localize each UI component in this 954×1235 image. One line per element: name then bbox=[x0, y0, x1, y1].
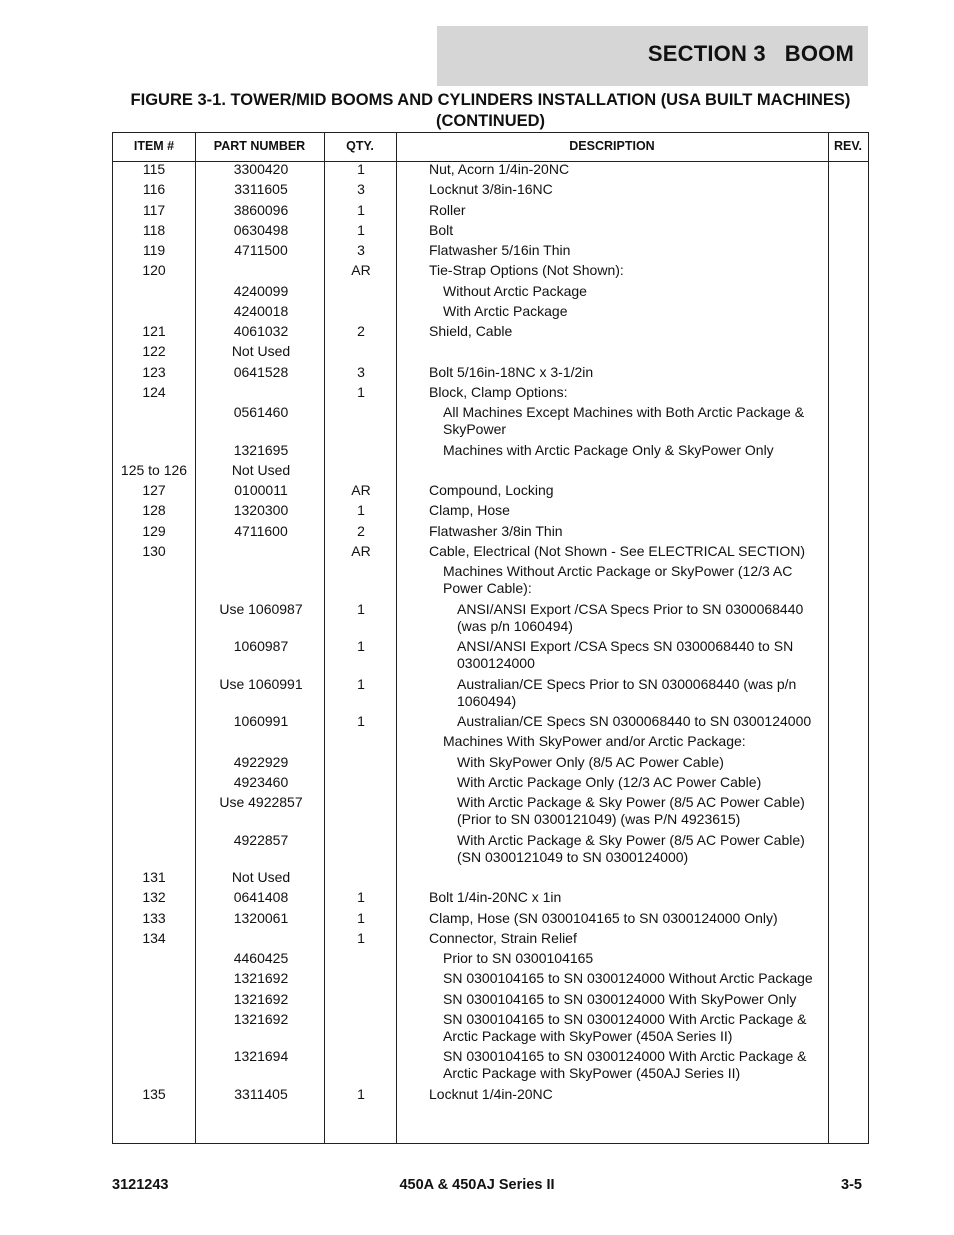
table-row bbox=[113, 638, 868, 676]
table-row bbox=[113, 242, 868, 262]
description: SN 0300104165 to SN 0300124000 With Arctic Package & Arctic Package with SkyPower (450A Series II) bbox=[443, 1010, 807, 1044]
description: With Arctic Package Only (12/3 AC Power Cable) bbox=[457, 773, 762, 790]
quantity: 1 bbox=[357, 502, 365, 519]
description: Machines With SkyPower and/or Arctic Package: bbox=[443, 733, 746, 750]
footer-doc-number: 3121243 bbox=[112, 1177, 169, 1193]
description: Flatwasher 5/16in Thin bbox=[429, 242, 571, 258]
table-row bbox=[113, 343, 868, 363]
part-number: 3311605 bbox=[234, 181, 288, 198]
footer-model: 450A & 450AJ Series II bbox=[399, 1177, 555, 1193]
item-number: 116 bbox=[142, 181, 166, 198]
description: Shield, Cable bbox=[429, 323, 513, 339]
description: SN 0300104165 to SN 0300124000 With SkyPower Only bbox=[443, 990, 797, 1007]
figure-title bbox=[112, 90, 869, 132]
table-row bbox=[113, 181, 868, 201]
header-rev: REV. bbox=[833, 139, 863, 153]
table-row bbox=[113, 754, 868, 774]
item-number: 130 bbox=[142, 542, 166, 559]
table-row bbox=[113, 733, 868, 753]
description: Nut, Acorn 1/4in-20NC bbox=[429, 161, 570, 177]
description: Clamp, Hose bbox=[429, 502, 510, 519]
table-row bbox=[113, 303, 868, 323]
table-row bbox=[113, 774, 868, 794]
description: Tie-Strap Options (Not Shown): bbox=[429, 262, 624, 279]
part-number: Not Used bbox=[231, 461, 291, 478]
description: ANSI/ANSI Export /CSA Specs SN 0300068440 to SN 0300124000 bbox=[457, 638, 794, 671]
description: ANSI/ANSI Export /CSA Specs Prior to SN 0300068440 (was p/n 1060494) bbox=[457, 600, 804, 634]
table-row bbox=[113, 869, 868, 889]
quantity: 2 bbox=[357, 522, 365, 539]
item-number: 115 bbox=[142, 161, 166, 177]
item-number: 125 to 126 bbox=[120, 461, 188, 478]
description: Machines Without Arctic Package or SkyPower (12/3 AC Power Cable): bbox=[443, 563, 793, 596]
section-header-box bbox=[437, 26, 868, 86]
part-number: 0641408 bbox=[233, 889, 289, 906]
description: With Arctic Package & Sky Power (8/5 AC Power Cable) (SN 0300121049 to SN 0300124000) bbox=[457, 831, 805, 865]
header-description: DESCRIPTION bbox=[569, 139, 655, 153]
table-row bbox=[113, 930, 868, 950]
parts-table bbox=[112, 132, 869, 1144]
quantity: AR bbox=[351, 542, 371, 559]
quantity: 3 bbox=[357, 242, 365, 258]
table-row bbox=[113, 910, 868, 930]
part-number: Not Used bbox=[231, 343, 291, 360]
item-number: 120 bbox=[142, 262, 166, 279]
description: Australian/CE Specs Prior to SN 0300068440 (was p/n 1060494) bbox=[457, 675, 797, 709]
table-row bbox=[113, 502, 868, 522]
part-number: 4460425 bbox=[233, 950, 289, 966]
part-number: Use 1060987 bbox=[219, 600, 303, 617]
table-row bbox=[113, 970, 868, 990]
item-number: 124 bbox=[142, 383, 166, 400]
part-number: 1321694 bbox=[233, 1048, 289, 1065]
description: Locknut 3/8in-16NC bbox=[429, 181, 553, 198]
quantity: 1 bbox=[357, 909, 365, 926]
table-row bbox=[113, 991, 868, 1011]
description: Flatwasher 3/8in Thin bbox=[429, 522, 563, 539]
description: SN 0300104165 to SN 0300124000 With Arctic Package & Arctic Package with SkyPower (450AJ Series II) bbox=[443, 1048, 807, 1082]
quantity: AR bbox=[351, 482, 371, 498]
item-number: 133 bbox=[142, 909, 166, 926]
description: Cable, Electrical (Not Shown - See ELECTRICAL SECTION) bbox=[429, 542, 806, 559]
description: Compound, Locking bbox=[429, 482, 554, 498]
figure-title-line2: (CONTINUED) bbox=[435, 112, 546, 130]
item-number: 118 bbox=[142, 221, 166, 238]
part-number: 4923460 bbox=[233, 773, 289, 790]
part-number: 0641528 bbox=[233, 363, 289, 380]
part-number: 1321695 bbox=[233, 441, 289, 458]
part-number: 0561460 bbox=[233, 404, 289, 420]
part-number: 1060991 bbox=[233, 713, 289, 729]
table-row bbox=[113, 262, 868, 282]
part-number: 1321692 bbox=[233, 1010, 289, 1027]
quantity: 1 bbox=[357, 161, 365, 177]
part-number: 3300420 bbox=[233, 161, 289, 177]
table-row bbox=[113, 1048, 868, 1086]
quantity: 1 bbox=[357, 201, 365, 218]
part-number: 1320300 bbox=[233, 502, 289, 519]
part-number: 1321692 bbox=[233, 990, 289, 1007]
part-number: 4922929 bbox=[233, 753, 289, 770]
table-row bbox=[113, 713, 868, 733]
item-number: 117 bbox=[142, 201, 166, 218]
quantity: 1 bbox=[357, 383, 365, 400]
quantity: 1 bbox=[357, 1085, 365, 1102]
description: Bolt 1/4in-20NC x 1in bbox=[429, 889, 562, 906]
item-number: 134 bbox=[142, 929, 166, 946]
part-number: Not Used bbox=[231, 869, 291, 885]
item-number: 132 bbox=[142, 889, 166, 906]
table-header bbox=[113, 133, 868, 162]
description: Bolt 5/16in-18NC x 3-1/2in bbox=[429, 363, 594, 380]
description: Clamp, Hose (SN 0300104165 to SN 0300124000 Only) bbox=[429, 909, 778, 926]
table-row bbox=[113, 384, 868, 404]
quantity: 1 bbox=[357, 675, 365, 692]
quantity: 1 bbox=[357, 713, 365, 729]
description: All Machines Except Machines with Both Arctic Package & SkyPower bbox=[443, 404, 805, 437]
description: With Arctic Package bbox=[443, 302, 568, 319]
quantity: 1 bbox=[357, 221, 365, 238]
table-row bbox=[113, 601, 868, 639]
table-row bbox=[113, 543, 868, 563]
table-row bbox=[113, 323, 868, 343]
part-number: Use 1060991 bbox=[219, 675, 303, 692]
part-number: 1320061 bbox=[233, 909, 289, 926]
table-row bbox=[113, 202, 868, 222]
item-number: 129 bbox=[142, 522, 166, 539]
table-row bbox=[113, 1011, 868, 1049]
part-number: 4711500 bbox=[234, 242, 288, 258]
figure-title-line1: FIGURE 3-1. TOWER/MID BOOMS AND CYLINDERS INSTALLATION (USA BUILT MACHINES) bbox=[130, 91, 851, 109]
quantity: 1 bbox=[357, 889, 365, 906]
header-part-number: PART NUMBER bbox=[213, 139, 306, 153]
table-row bbox=[113, 1086, 868, 1106]
part-number: 0630498 bbox=[233, 221, 289, 238]
description: Locknut 1/4in-20NC bbox=[429, 1085, 553, 1102]
table-row bbox=[113, 404, 868, 442]
part-number: 0100011 bbox=[234, 482, 288, 498]
description: Connector, Strain Relief bbox=[429, 929, 577, 946]
table-row bbox=[113, 950, 868, 970]
item-number: 119 bbox=[142, 242, 166, 258]
table-row bbox=[113, 523, 868, 543]
table-row bbox=[113, 364, 868, 384]
table-row bbox=[113, 283, 868, 303]
item-number: 128 bbox=[142, 502, 166, 519]
table-row bbox=[113, 794, 868, 832]
quantity: 1 bbox=[357, 929, 365, 946]
description: Australian/CE Specs SN 0300068440 to SN 0300124000 bbox=[457, 713, 812, 729]
table-row bbox=[113, 442, 868, 462]
header-qty: QTY. bbox=[346, 139, 374, 153]
item-number: 123 bbox=[142, 363, 166, 380]
table-row bbox=[113, 832, 868, 870]
part-number: 4711600 bbox=[234, 522, 288, 539]
section-title: SECTION 3 BOOM bbox=[647, 41, 854, 66]
item-number: 121 bbox=[142, 323, 166, 339]
quantity: AR bbox=[351, 262, 371, 279]
quantity: 3 bbox=[357, 363, 365, 380]
table-row bbox=[113, 563, 868, 601]
part-number: 4240099 bbox=[233, 282, 289, 299]
quantity: 3 bbox=[357, 181, 365, 198]
part-number: 3860096 bbox=[233, 201, 289, 218]
item-number: 122 bbox=[142, 343, 166, 360]
quantity: 1 bbox=[357, 600, 365, 617]
description: Bolt bbox=[429, 221, 454, 238]
description: SN 0300104165 to SN 0300124000 Without Arctic Package bbox=[443, 970, 813, 987]
part-number: 4061032 bbox=[233, 323, 289, 339]
description: Prior to SN 0300104165 bbox=[443, 950, 594, 966]
table-row bbox=[113, 482, 868, 502]
part-number: 4922857 bbox=[233, 831, 289, 848]
table-row bbox=[113, 161, 868, 181]
table-row bbox=[113, 889, 868, 909]
description: Without Arctic Package bbox=[443, 282, 587, 299]
item-number: 135 bbox=[142, 1085, 166, 1102]
part-number: 1321692 bbox=[233, 970, 289, 987]
footer-page-number: 3-5 bbox=[841, 1177, 862, 1193]
header-item: ITEM # bbox=[133, 139, 175, 153]
part-number: 4240018 bbox=[233, 302, 289, 319]
description: With Arctic Package & Sky Power (8/5 AC Power Cable) (Prior to SN 0300121049) (was P/N 4923615) bbox=[457, 794, 805, 827]
description: Machines with Arctic Package Only & SkyPower Only bbox=[443, 441, 774, 458]
description: Block, Clamp Options: bbox=[429, 383, 568, 400]
table-row bbox=[113, 676, 868, 714]
part-number: 3311405 bbox=[234, 1085, 288, 1102]
quantity: 2 bbox=[357, 323, 365, 339]
part-number: Use 4922857 bbox=[219, 794, 303, 810]
table-row bbox=[113, 222, 868, 242]
item-number: 127 bbox=[142, 482, 166, 498]
description: With SkyPower Only (8/5 AC Power Cable) bbox=[457, 753, 724, 770]
quantity: 1 bbox=[357, 638, 365, 654]
item-number: 131 bbox=[142, 869, 166, 885]
table-row bbox=[113, 462, 868, 482]
description: Roller bbox=[429, 201, 466, 218]
part-number: 1060987 bbox=[233, 638, 289, 654]
